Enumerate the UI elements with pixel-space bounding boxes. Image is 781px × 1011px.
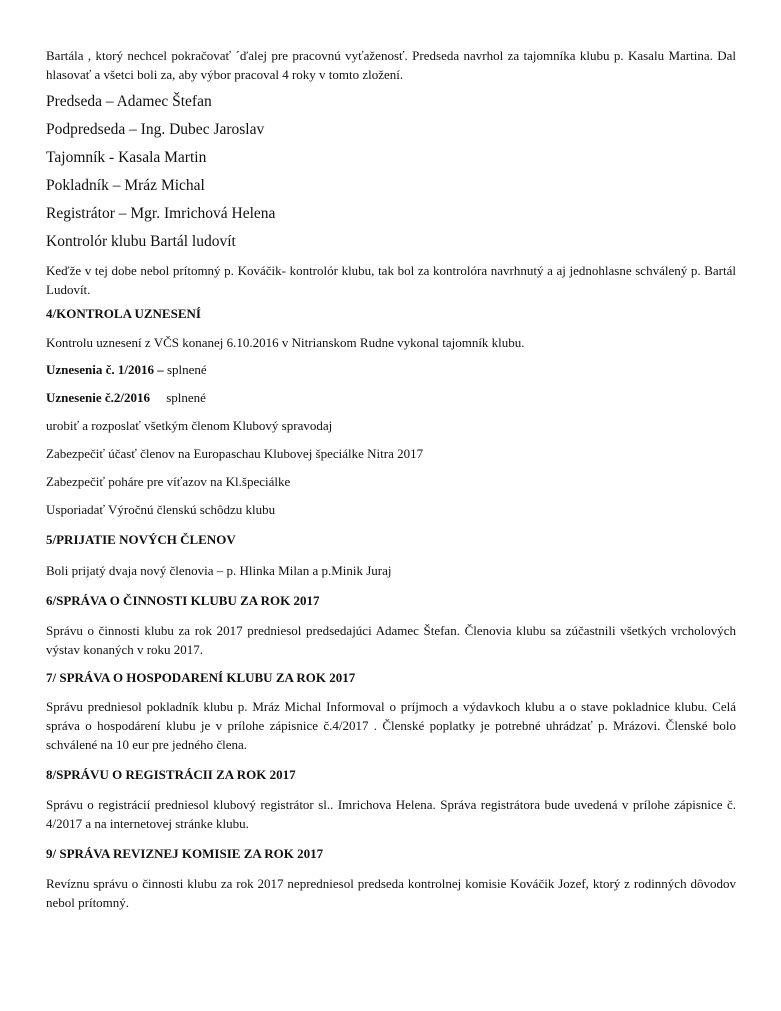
- section-5-text: Boli prijatý dvaja nový členovia – p. Hlinka Milan a p.Minik Juraj: [46, 563, 392, 578]
- section-9-heading: 9/ SPRÁVA REVIZNEJ KOMISIE ZA ROK 2017: [46, 846, 324, 861]
- section-4-text: Kontrolu uznesení z VČS konanej 6.10.2016 v Nitrianskom Rudne vykonal tajomník klubu.: [46, 335, 525, 350]
- committee-treasurer: Pokladník – Mráz Michal: [46, 177, 205, 194]
- section-6-heading: 6/SPRÁVA O ČINNOSTI KLUBU ZA ROK 2017: [46, 593, 320, 608]
- section-7-text: Správu predniesol pokladník klubu p. Mráz Michal Informoval o príjmoch a výdavkoch klubu a o stave pokladnice klubu. Celá správa o hospodárení klubu je v prílohe zápisnice č.4/2017 . Členské poplatky je potrebné uhrádzať p. Mrázovi. Členské bolo schválené na 10 eur pre jedného člena.: [46, 699, 736, 752]
- section-5-heading: 5/PRIJATIE NOVÝCH ČLENOV: [46, 532, 236, 547]
- resolution-1-status: splnené: [163, 362, 207, 377]
- section-8-heading: 8/SPRÁVU O REGISTRÁCII ZA ROK 2017: [46, 767, 296, 782]
- section-6-text: Správu o činnosti klubu za rok 2017 predniesol predsedajúci Adamec Štefan. Členovia klubu sa zúčastnili všetkých vrcholových výstav konaných v roku 2017.: [46, 623, 736, 657]
- task-item: urobiť a rozposlať všetkým členom Klubový spravodaj: [46, 418, 333, 433]
- resolution-2-status: splnené: [149, 390, 206, 405]
- resolution-1-label: Uznesenia č. 1/2016 –: [46, 362, 164, 377]
- resolution-2-label: Uznesenie č.2/2016: [46, 390, 150, 405]
- committee-secretary: Tajomník - Kasala Martin: [46, 149, 207, 166]
- task-item: Zabezpečiť poháre pre víťazov na Kl.špeciálke: [46, 474, 291, 489]
- committee-vice-chair: Podpredseda – Ing. Dubec Jaroslav: [46, 121, 265, 138]
- task-item: Zabezpečiť účasť členov na Europaschau Klubovej špeciálke Nitra 2017: [46, 446, 424, 461]
- section-7-heading: 7/ SPRÁVA O HOSPODARENÍ KLUBU ZA ROK 2017: [46, 670, 356, 685]
- controller-note: Keďže v tej dobe nebol prítomný p. Kováčik- kontrolór klubu, tak bol za kontrolóra navrhnutý a aj jednohlasne schválený p. Bartál Ludovít.: [46, 263, 736, 297]
- committee-controller: Kontrolór klubu Bartál ludovít: [46, 233, 236, 250]
- task-item: Usporiadať Výročnú členskú schôdzu klubu: [46, 502, 276, 517]
- resolution-1-line: [46, 360, 736, 379]
- committee-chair: Predseda – Adamec Štefan: [46, 93, 212, 110]
- intro-paragraph: Bartála , ktorý nechcel pokračovať ´ďalej pre pracovnú vyťaženosť. Predseda navrhol za tajomníka klubu p. Kasalu Martina. Dal hlasovať a všetci boli za, aby výbor pracoval 4 roky v tomto zložení.: [46, 48, 736, 82]
- resolution-2-line: [46, 388, 736, 407]
- section-9-text: Revíznu správu o činnosti klubu za rok 2017 nepredniesol predseda kontrolnej komisie Kováčik Jozef, ktorý z rodinných dôvodov nebol prítomný.: [46, 876, 736, 910]
- section-4-heading: 4/KONTROLA UZNESENÍ: [46, 306, 201, 321]
- committee-registrar: Registrátor – Mgr. Imrichová Helena: [46, 205, 276, 222]
- section-8-text: Správu o registrácií predniesol klubový registrátor sl.. Imrichova Helena. Správa registrátora bude uvedená v prílohe zápisnice č. 4/2017 a na internetovej stránke klubu.: [46, 797, 736, 831]
